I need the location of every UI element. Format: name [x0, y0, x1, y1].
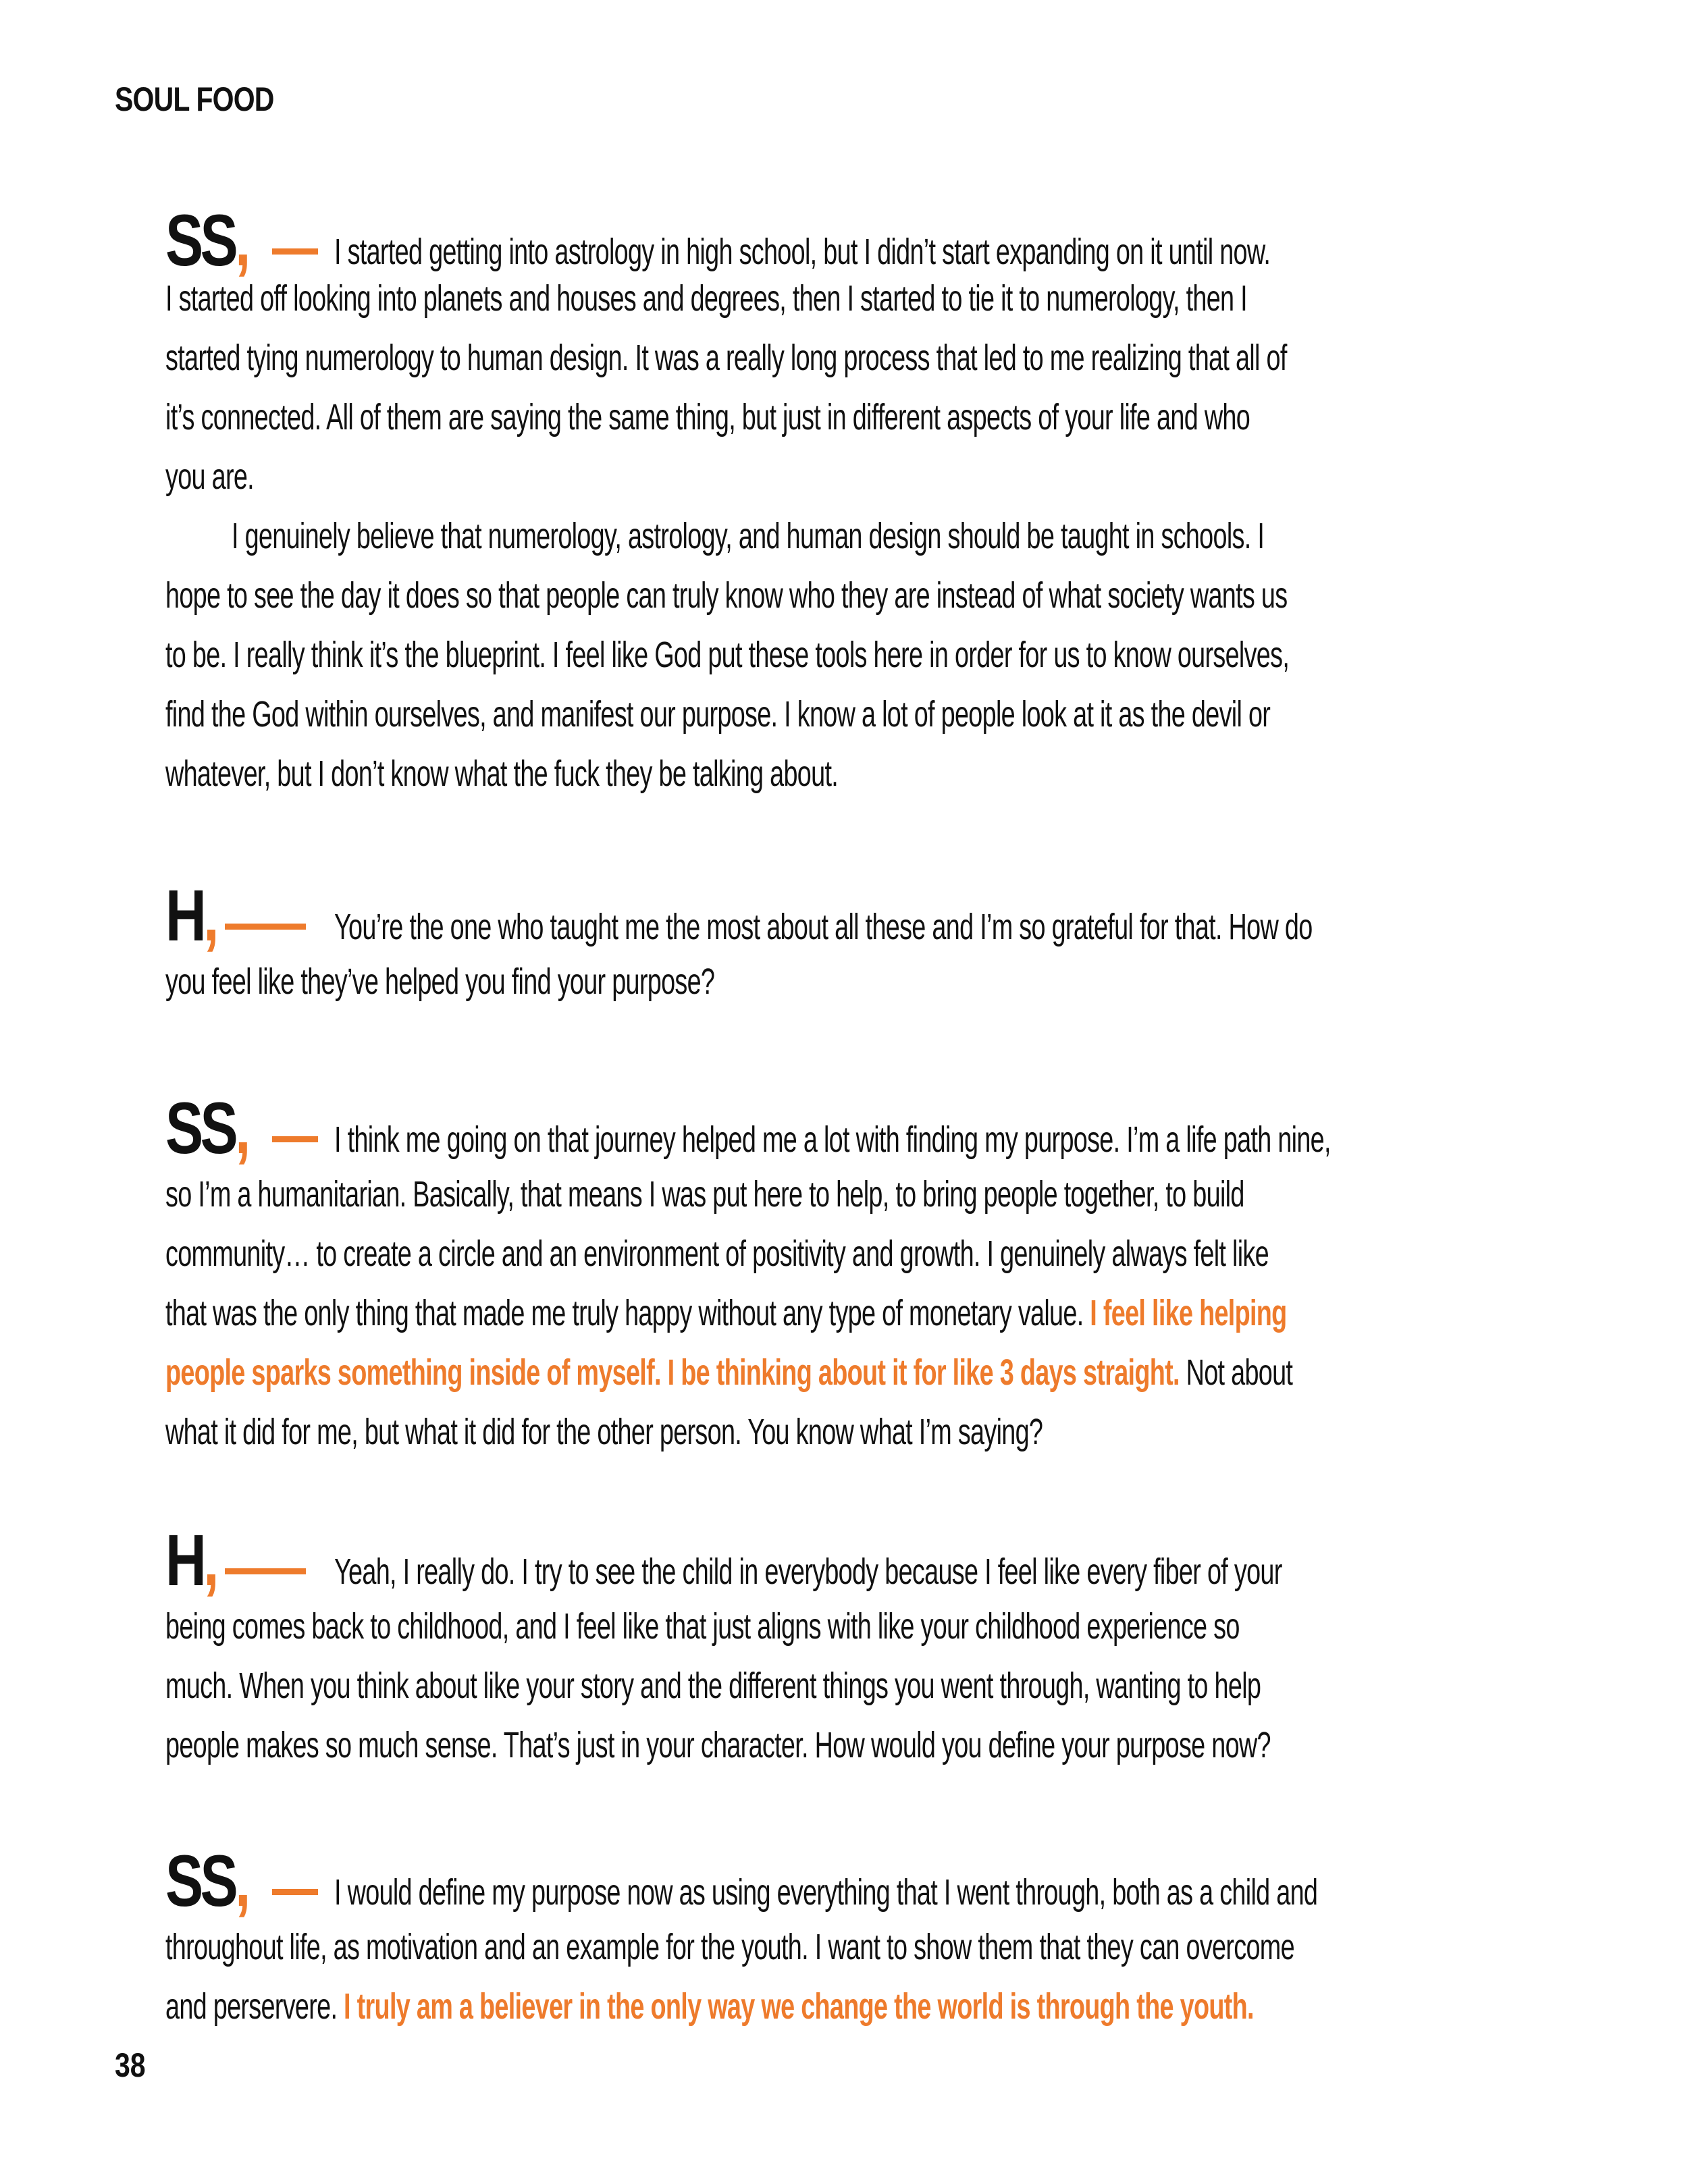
- text-line: find the God within ourselves, and manifest our purpose. I know a lot of people look at it as the devil or: [165, 694, 1271, 735]
- speaker-initials: SS,: [165, 199, 248, 281]
- answer-first-line: I think me going on that journey helped me a lot with finding my purpose. I’m a life path nine,: [334, 1119, 1331, 1160]
- interview-answer-block: [165, 1840, 1523, 2036]
- question-first-line: Yeah, I really do. I try to see the child in everybody because I feel like every fiber of your: [334, 1551, 1282, 1592]
- speaker-line: [165, 1519, 1523, 1601]
- interview-answer-block: [165, 199, 1523, 803]
- text-line: so I’m a humanitarian. Basically, that means I was put here to help, to bring people together, to build: [165, 1174, 1244, 1215]
- plain-text: Not about: [1179, 1352, 1293, 1393]
- text-line: throughout life, as motivation and an example for the youth. I want to show them that they can overcome: [165, 1927, 1294, 1967]
- text-line: people makes so much sense. That’s just in your character. How would you define your purpose now?: [165, 1725, 1271, 1765]
- answer-first-line: I started getting into astrology in high school, but I didn’t start expanding on it until now.: [334, 232, 1271, 272]
- highlighted-quote: I feel like helping: [1090, 1293, 1287, 1333]
- text-line: it’s connected. All of them are saying the same thing, but just in different aspects of your life and who: [165, 397, 1250, 437]
- plain-text: that was the only thing that made me truly happy without any type of monetary value.: [165, 1293, 1090, 1333]
- page-number: 38: [115, 2046, 146, 2084]
- speaker-dash: [272, 1136, 318, 1142]
- speaker-dash: [225, 924, 306, 930]
- text-line: you are.: [165, 456, 254, 497]
- speaker-line: [165, 1840, 1523, 1921]
- text-line: being comes back to childhood, and I feel like that just aligns with like your childhood experience so: [165, 1606, 1240, 1647]
- text-line: [165, 1283, 1536, 1343]
- text-line: [165, 1343, 1536, 1402]
- text-line: I started off looking into planets and houses and degrees, then I started to tie it to numerology, then I: [165, 278, 1247, 319]
- speaker-initials: SS,: [165, 1840, 248, 1921]
- interview-question-block: [165, 1519, 1523, 1775]
- text-line: what it did for me, but what it did for the other person. You know what I’m saying?: [165, 1412, 1043, 1452]
- question-first-line: You’re the one who taught me the most about all these and I’m so grateful for that. How do: [334, 907, 1313, 947]
- text-line: I genuinely believe that numerology, astrology, and human design should be taught in schools. I: [232, 516, 1265, 556]
- text-line: hope to see the day it does so that people can truly know who they are instead of what society wants us: [165, 575, 1288, 616]
- text-line: community… to create a circle and an environment of positivity and growth. I genuinely always felt like: [165, 1233, 1269, 1274]
- text-line: whatever, but I don’t know what the fuck they be talking about.: [165, 753, 839, 794]
- speaker-dash: [272, 1889, 318, 1895]
- plain-text: and perservere.: [165, 1986, 344, 2027]
- text-line: to be. I really think it’s the blueprint. I feel like God put these tools here in order for us to know ourselves,: [165, 635, 1290, 675]
- answer-body: [165, 269, 1536, 803]
- text-line: started tying numerology to human design. It was a really long process that led to me realizing that all of: [165, 338, 1287, 378]
- speaker-line: [165, 1087, 1523, 1169]
- highlighted-quote: people sparks something inside of myself. I be thinking about it for like 3 days straight.: [165, 1352, 1180, 1393]
- speaker-dash: [272, 248, 318, 255]
- text-line: [165, 1977, 1536, 2036]
- question-body: [165, 952, 1536, 1011]
- answer-body: [165, 1917, 1536, 2036]
- answer-first-line: I would define my purpose now as using everything that I went through, both as a child and: [334, 1872, 1318, 1913]
- speaker-initials: H,: [165, 874, 216, 956]
- answer-body: [165, 1165, 1536, 1462]
- text-line: you feel like they’ve helped you find your purpose?: [165, 961, 715, 1002]
- highlighted-quote: I truly am a believer in the only way we change the world is through the youth.: [344, 1986, 1254, 2027]
- text-line: much. When you think about like your story and the different things you went through, wanting to help: [165, 1666, 1261, 1706]
- speaker-line: [165, 874, 1523, 956]
- question-body: [165, 1597, 1536, 1775]
- speaker-line: [165, 199, 1523, 281]
- speaker-initials: H,: [165, 1519, 216, 1601]
- interview-answer-block: [165, 1087, 1523, 1462]
- speaker-dash: [225, 1568, 306, 1574]
- magazine-header-title: SOUL FOOD: [115, 80, 274, 118]
- interview-question-block: [165, 874, 1523, 1011]
- speaker-initials: SS,: [165, 1087, 248, 1169]
